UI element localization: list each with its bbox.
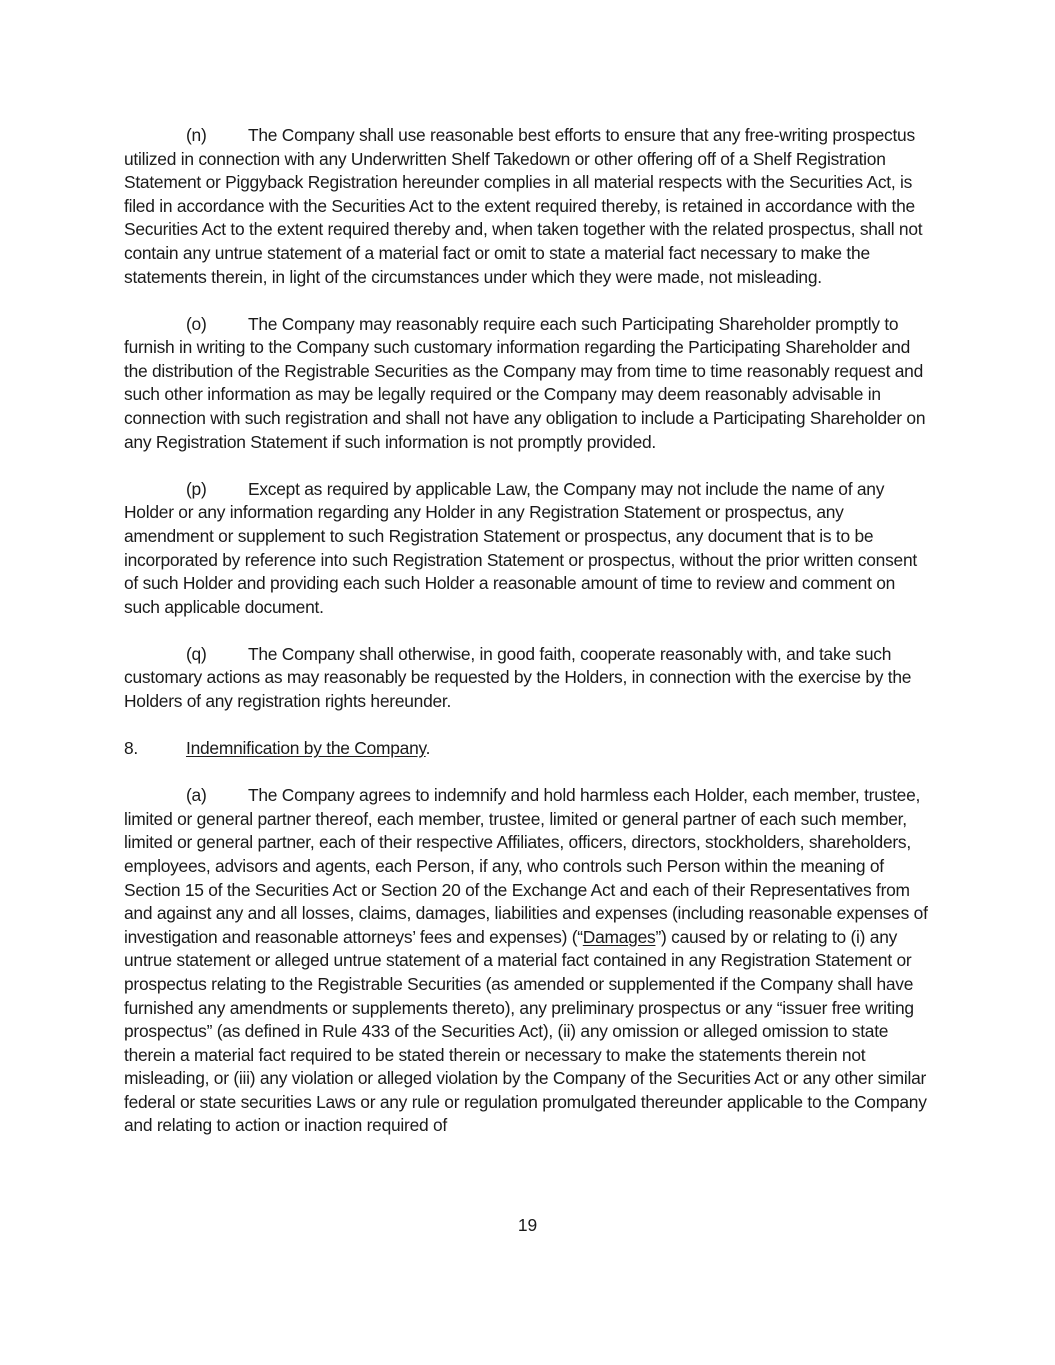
paragraph-8a-label: (a) xyxy=(186,785,207,806)
section-8-heading xyxy=(124,737,932,761)
paragraph-o xyxy=(124,313,932,455)
paragraph-q xyxy=(124,643,932,714)
paragraph-n xyxy=(124,124,932,289)
paragraph-o-label: (o) xyxy=(186,313,207,334)
paragraph-q-text: The Company shall otherwise, in good faith, cooperate reasonably with, and take such customary actions as may reasonably be requested by the Holders, in connection with the exercise by the Holders of any registration rights hereunder. xyxy=(124,643,912,711)
paragraph-p-label: (p) xyxy=(186,478,207,499)
section-8-number: 8. xyxy=(124,738,139,759)
defined-term-damages: Damages xyxy=(582,926,656,947)
paragraph-8a-text-before: The Company agrees to indemnify and hold harmless each Holder, each member, trustee, limited or general partner thereof, each member, trustee, limited or general partner of each such member, limited or general partner, each of their respective Affiliates, officers, directors, stockholders, shareholders, employees, advisors and agents, each Person, if any, who controls such Person within the meaning of Section 15 of the Securities Act or Section 20 of the Exchange Act and each of their Representatives from and against any and all losses, claims, damages, liabilities and expenses (including reasonable expenses of investigation and reasonable attorneys’ fees and expenses) (“ xyxy=(124,785,928,947)
paragraph-8a xyxy=(124,784,932,1138)
paragraph-q-label: (q) xyxy=(186,643,207,664)
paragraph-n-label: (n) xyxy=(186,125,207,145)
paragraph-o-text: The Company may reasonably require each such Participating Shareholder promptly to furnish in writing to the Company such customary information regarding the Participating Shareholder and the distribution of the Registrable Securities as the Company may from time to time reasonably request and such other information as may be legally required or the Company may deem reasonably advisable in connection with such registration and shall not have any obligation to include a Participating Shareholder on any Registration Statement if such information is not promptly provided. xyxy=(124,313,926,452)
paragraph-8a-text-after: ”) caused by or relating to (i) any untrue statement or alleged untrue statement of a material fact contained in any Registration Statement or prospectus relating to the Registrable Securities (as amended or supplemented if the Company shall have furnished any amendments or supplements thereto), any preliminary prospectus or any “issuer free writing prospectus” (as defined in Rule 433 of the Securities Act), (ii) any omission or alleged omission to state therein a material fact required to be stated therein or necessary to make the statements therein not misleading, or (iii) any violation or alleged violation by the Company of the Securities Act or any other similar federal or state securities Laws or any rule or regulation promulgated thereunder applicable to the Company and relating to action or inaction required of xyxy=(124,926,927,1136)
section-8-title-suffix: . xyxy=(425,738,431,759)
paragraph-n-text: The Company shall use reasonable best efforts to ensure that any free-writing prospectus utilized in connection with any Underwritten Shelf Takedown or other offering off of a Shelf Registration Statement or Piggyback Registration hereunder complies in all material respects with the Securities Act, is filed in accordance with the Securities Act to the extent required thereby, is retained in accordance with the Securities Act to the extent required thereby and, when taken together with the related prospectus, shall not contain any untrue statement of a material fact or omit to state a material fact necessary to make the statements therein, in light of the circumstances under which they were made, not misleading. xyxy=(124,125,923,287)
page-body xyxy=(124,124,932,1162)
page-number: 19 xyxy=(517,1215,538,1235)
paragraph-p-text: Except as required by applicable Law, the Company may not include the name of any Holder or any information regarding any Holder in any Registration Statement or prospectus, any amendment or supplement to such Registration Statement or prospectus, any document that is to be incorporated by reference into such Registration Statement or prospectus, without the prior written consent of such Holder and providing each such Holder a reasonable amount of time to review and comment on such applicable document. xyxy=(124,478,917,617)
paragraph-p xyxy=(124,478,932,620)
section-8-title: Indemnification by the Company xyxy=(186,738,426,759)
